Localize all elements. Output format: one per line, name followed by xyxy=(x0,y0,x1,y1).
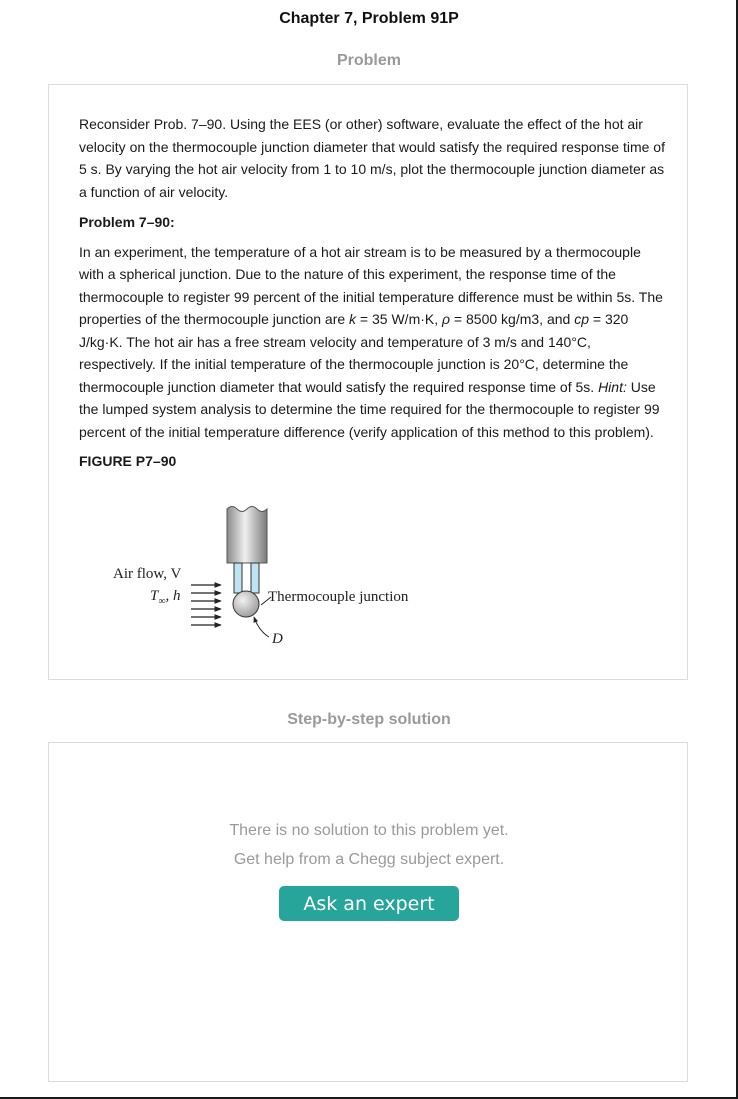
thermocouple-wire-left xyxy=(234,563,242,593)
statement-part-1: In an experiment, the temperature of a hot air stream is to be measured by a thermocouple with a spherical junction. Due to the nature of this experiment, the response time of the thermocouple to register 99 percent of the initial temperature difference must be within 5s. The properties of the thermocouple junction are xyxy=(79,243,663,327)
page-title: Chapter 7, Problem 91P xyxy=(279,10,459,27)
t-subscript: ∞ xyxy=(158,596,166,607)
figure-label: FIGURE P7–90 xyxy=(79,453,177,469)
thermocouple-junction-sphere xyxy=(233,591,259,617)
solution-panel xyxy=(48,742,688,1082)
problem-subheading: Problem 7–90: xyxy=(79,214,175,230)
air-flow-label: Air flow, V xyxy=(113,566,182,582)
junction-label: Thermocouple junction xyxy=(268,589,409,605)
diameter-leader xyxy=(254,617,269,637)
hint-label: Hint: xyxy=(598,378,627,395)
h-label: , h xyxy=(165,588,181,604)
statement-part-5: Use the lumped system analysis to determine the time required for the thermocouple to register 99 percent of the initial temperature difference (verify application of this method to this problem). xyxy=(79,378,660,440)
problem-intro: Reconsider Prob. 7–90. Using the EES (or other) software, evaluate the effect of the hot air velocity on the thermocouple junction diameter that would satisfy the required response time of 5 s. By varying the hot air velocity from 1 to 10 m/s, plot the thermocouple junction diameter as a function of air velocity. xyxy=(79,116,665,200)
symbol-k: k xyxy=(349,311,357,327)
solution-heading: Step-by-step solution xyxy=(287,711,451,728)
problem-text xyxy=(79,113,665,473)
statement-part-4: = 320 J/kg·K. The hot air has a free stream velocity and temperature of 3 m/s and 140°C, respectively. If the initial temperature of the thermocouple junction is 20°C, determine the thermocouple junction diameter that would satisfy the required response time of 5s. xyxy=(79,311,629,395)
thermocouple-wire-right xyxy=(251,563,259,593)
problem-statement xyxy=(79,241,665,444)
t-symbol: T xyxy=(150,588,159,604)
problem-panel xyxy=(48,84,688,680)
free-stream-label xyxy=(150,588,180,607)
statement-part-3: = 8500 kg/m3, and xyxy=(450,311,575,327)
problem-heading: Problem xyxy=(336,52,401,69)
no-solution-text: There is no solution to this problem yet. xyxy=(229,822,509,839)
ask-expert-button[interactable]: Ask an expert xyxy=(279,886,459,921)
symbol-rho: ρ xyxy=(442,311,451,327)
symbol-cp: cp xyxy=(574,311,589,327)
statement-part-2: = 35 W/m·K, xyxy=(356,311,443,327)
thermocouple-figure xyxy=(111,503,431,643)
air-flow-arrows xyxy=(191,585,221,625)
help-text: Get help from a Chegg subject expert. xyxy=(233,851,505,868)
diameter-label: D xyxy=(272,631,283,643)
probe-sheath xyxy=(227,507,267,564)
